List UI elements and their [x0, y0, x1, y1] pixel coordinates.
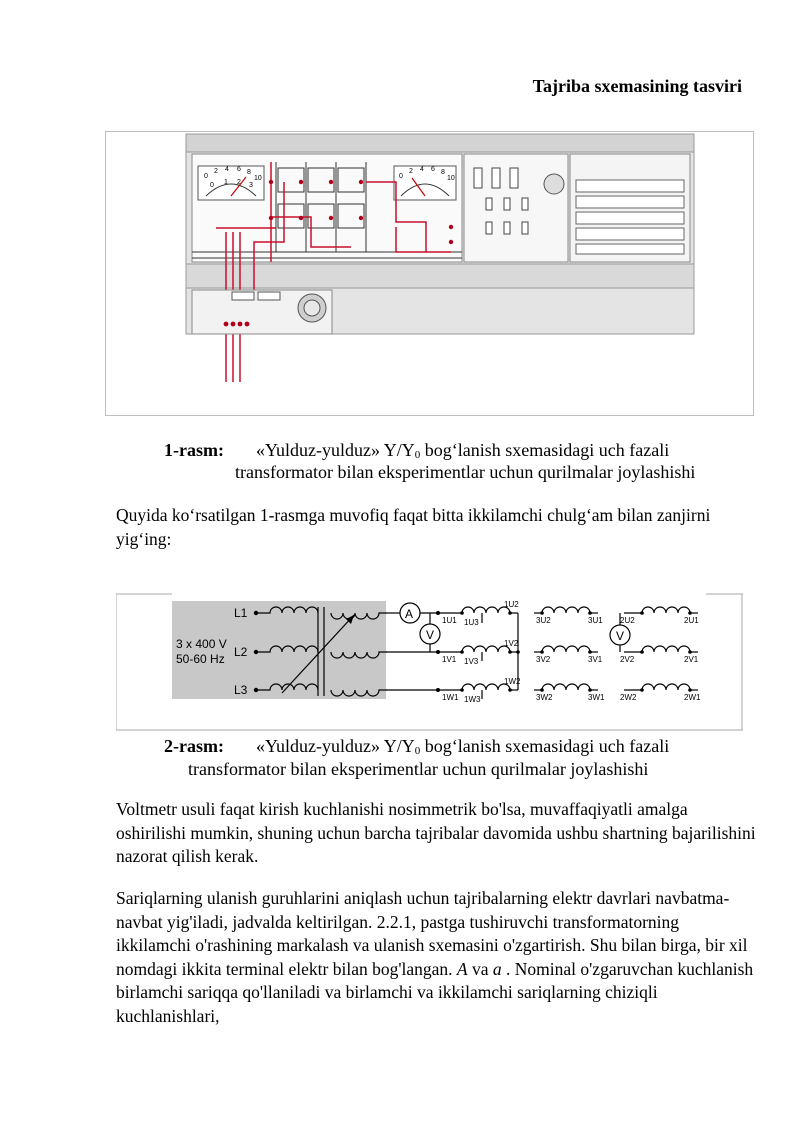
- circuit-schematic: [116, 593, 743, 731]
- terminal-3u2: 3U2: [536, 616, 551, 625]
- paragraph2-part-b: . Nominal o'zgaruvchan kuchlanish birlamchi sariqqa qo'llaniladi va birlamchi va ikkilamchi sariqlarning chiziqli kuchlanishlari,: [116, 958, 754, 1026]
- paragraph2-va: va: [467, 958, 493, 979]
- meter2-label-8: 8: [441, 169, 445, 176]
- lab-bench-illustration: [106, 132, 753, 415]
- terminal-1u3: 1U3: [464, 618, 479, 627]
- meter1-label-s1: 1: [224, 179, 228, 186]
- terminal-1v2: 1V2: [504, 639, 519, 648]
- figure2-caption: [164, 735, 669, 757]
- meter1-label-8: 8: [247, 169, 251, 176]
- instruction-text: Quyida ko‘rsatilgan 1-rasmga muvofiq faqat bitta ikkilamchi chulg‘am bilan zanjirni yig‘ing:: [116, 505, 711, 549]
- paragraph2-terminal-a: a: [492, 958, 502, 979]
- voltmeter-primary-label: V: [426, 628, 435, 642]
- terminal-3w1: 3W1: [588, 693, 605, 702]
- meter2-label-4: 4: [420, 166, 424, 173]
- paragraph2-part-a: Sariqlarning ulanish guruhlarini aniqlash uchun tajribalarning elektr davrlari navbatma-navbat yig'iladi, jadvalda keltirilgan. 2.2.1, pastga tushiruvchi transformatorning ikkilamchi o'rashining markalash va ulanish sxemasini o'zgartirish. Shu bilan birga, bir xil nomdagi ikkita terminal elektr bilan bog'langan.: [116, 888, 748, 979]
- terminal-1u2: 1U2: [504, 600, 519, 609]
- phase-l2: L2: [234, 645, 248, 659]
- terminal-2v2: 2V2: [620, 655, 635, 664]
- figure2-caption-sub: 0: [414, 745, 421, 757]
- terminal-2w2: 2W2: [620, 693, 637, 702]
- terminal-1w3: 1W3: [464, 695, 481, 704]
- terminal-3v2: 3V2: [536, 655, 551, 664]
- analog-meter-2: [394, 166, 456, 200]
- meter1-label-s0: 0: [210, 182, 214, 189]
- figure1-caption-line2: transformator bilan eksperimentlar uchun qurilmalar joylashishi: [235, 462, 696, 482]
- terminal-1v3: 1V3: [464, 657, 479, 666]
- phase-l1: L1: [234, 606, 248, 620]
- supply-voltage: 3 x 400 V: [176, 637, 227, 651]
- terminal-3u1: 3U1: [588, 616, 603, 625]
- paragraph-connection-groups: [116, 887, 756, 1028]
- ammeter-label: A: [405, 607, 414, 621]
- terminal-1w2: 1W2: [504, 677, 521, 686]
- figure2-caption-line2: transformator bilan eksperimentlar uchun qurilmalar joylashishi: [188, 759, 649, 779]
- figure2-caption-line1: «Yulduz-yulduz» Y/Y: [255, 736, 415, 756]
- figure-lab-setup: [105, 131, 754, 416]
- meter1-label-6: 6: [237, 166, 241, 173]
- terminal-2v1: 2V1: [684, 655, 699, 664]
- meter2-label-2: 2: [409, 168, 413, 175]
- meter1-label-s3: 3: [249, 182, 253, 189]
- voltmeter-secondary-label: V: [616, 629, 625, 643]
- paragraph2-terminal-A: A: [456, 958, 468, 979]
- figure1-caption-line1: «Yulduz-yulduz» Y/Y: [255, 440, 415, 460]
- figure-circuit-schematic: [116, 593, 743, 731]
- figure1-caption-sub: 0: [414, 449, 421, 461]
- page-heading: Tajriba sxemasining tasviri: [532, 76, 742, 96]
- meter2-label-6: 6: [431, 166, 435, 173]
- figure1-caption-label: 1-rasm:: [164, 440, 224, 460]
- terminal-2u2: 2U2: [620, 616, 635, 625]
- terminal-3w2: 3W2: [536, 693, 553, 702]
- meter2-label-10: 10: [447, 175, 455, 182]
- terminal-2u1: 2U1: [684, 616, 699, 625]
- analog-meter-1: [198, 166, 264, 200]
- supply-frequency: 50-60 Hz: [176, 652, 225, 666]
- meter1-label-s2: 2: [237, 179, 241, 186]
- terminal-2w1: 2W1: [684, 693, 701, 702]
- figure1-caption-line1-rest: bog‘lanish sxemasidagi uch fazali: [420, 440, 670, 460]
- terminal-1u1: 1U1: [442, 616, 457, 625]
- figure2-caption-line1-rest: bog‘lanish sxemasidagi uch fazali: [420, 736, 670, 756]
- phase-l3: L3: [234, 683, 248, 697]
- terminal-3v1: 3V1: [588, 655, 603, 664]
- meter1-label-0: 0: [204, 173, 208, 180]
- figure2-caption-label: 2-rasm:: [164, 736, 224, 756]
- meter1-label-10: 10: [254, 175, 262, 182]
- meter2-label-0: 0: [399, 173, 403, 180]
- meter1-label-4: 4: [225, 166, 229, 173]
- terminal-1v1: 1V1: [442, 655, 457, 664]
- figure1-caption: [164, 439, 669, 461]
- meter1-label-2: 2: [214, 168, 218, 175]
- terminal-1w1: 1W1: [442, 693, 459, 702]
- paragraph-voltmeter-method: Voltmetr usuli faqat kirish kuchlanishi nosimmetrik bo'lsa, muvaffaqiyatli amalga oshirilishi mumkin, shuning uchun barcha tajribalar davomida ushbu shartning bajarilishini nazorat qilish kerak.: [116, 799, 756, 866]
